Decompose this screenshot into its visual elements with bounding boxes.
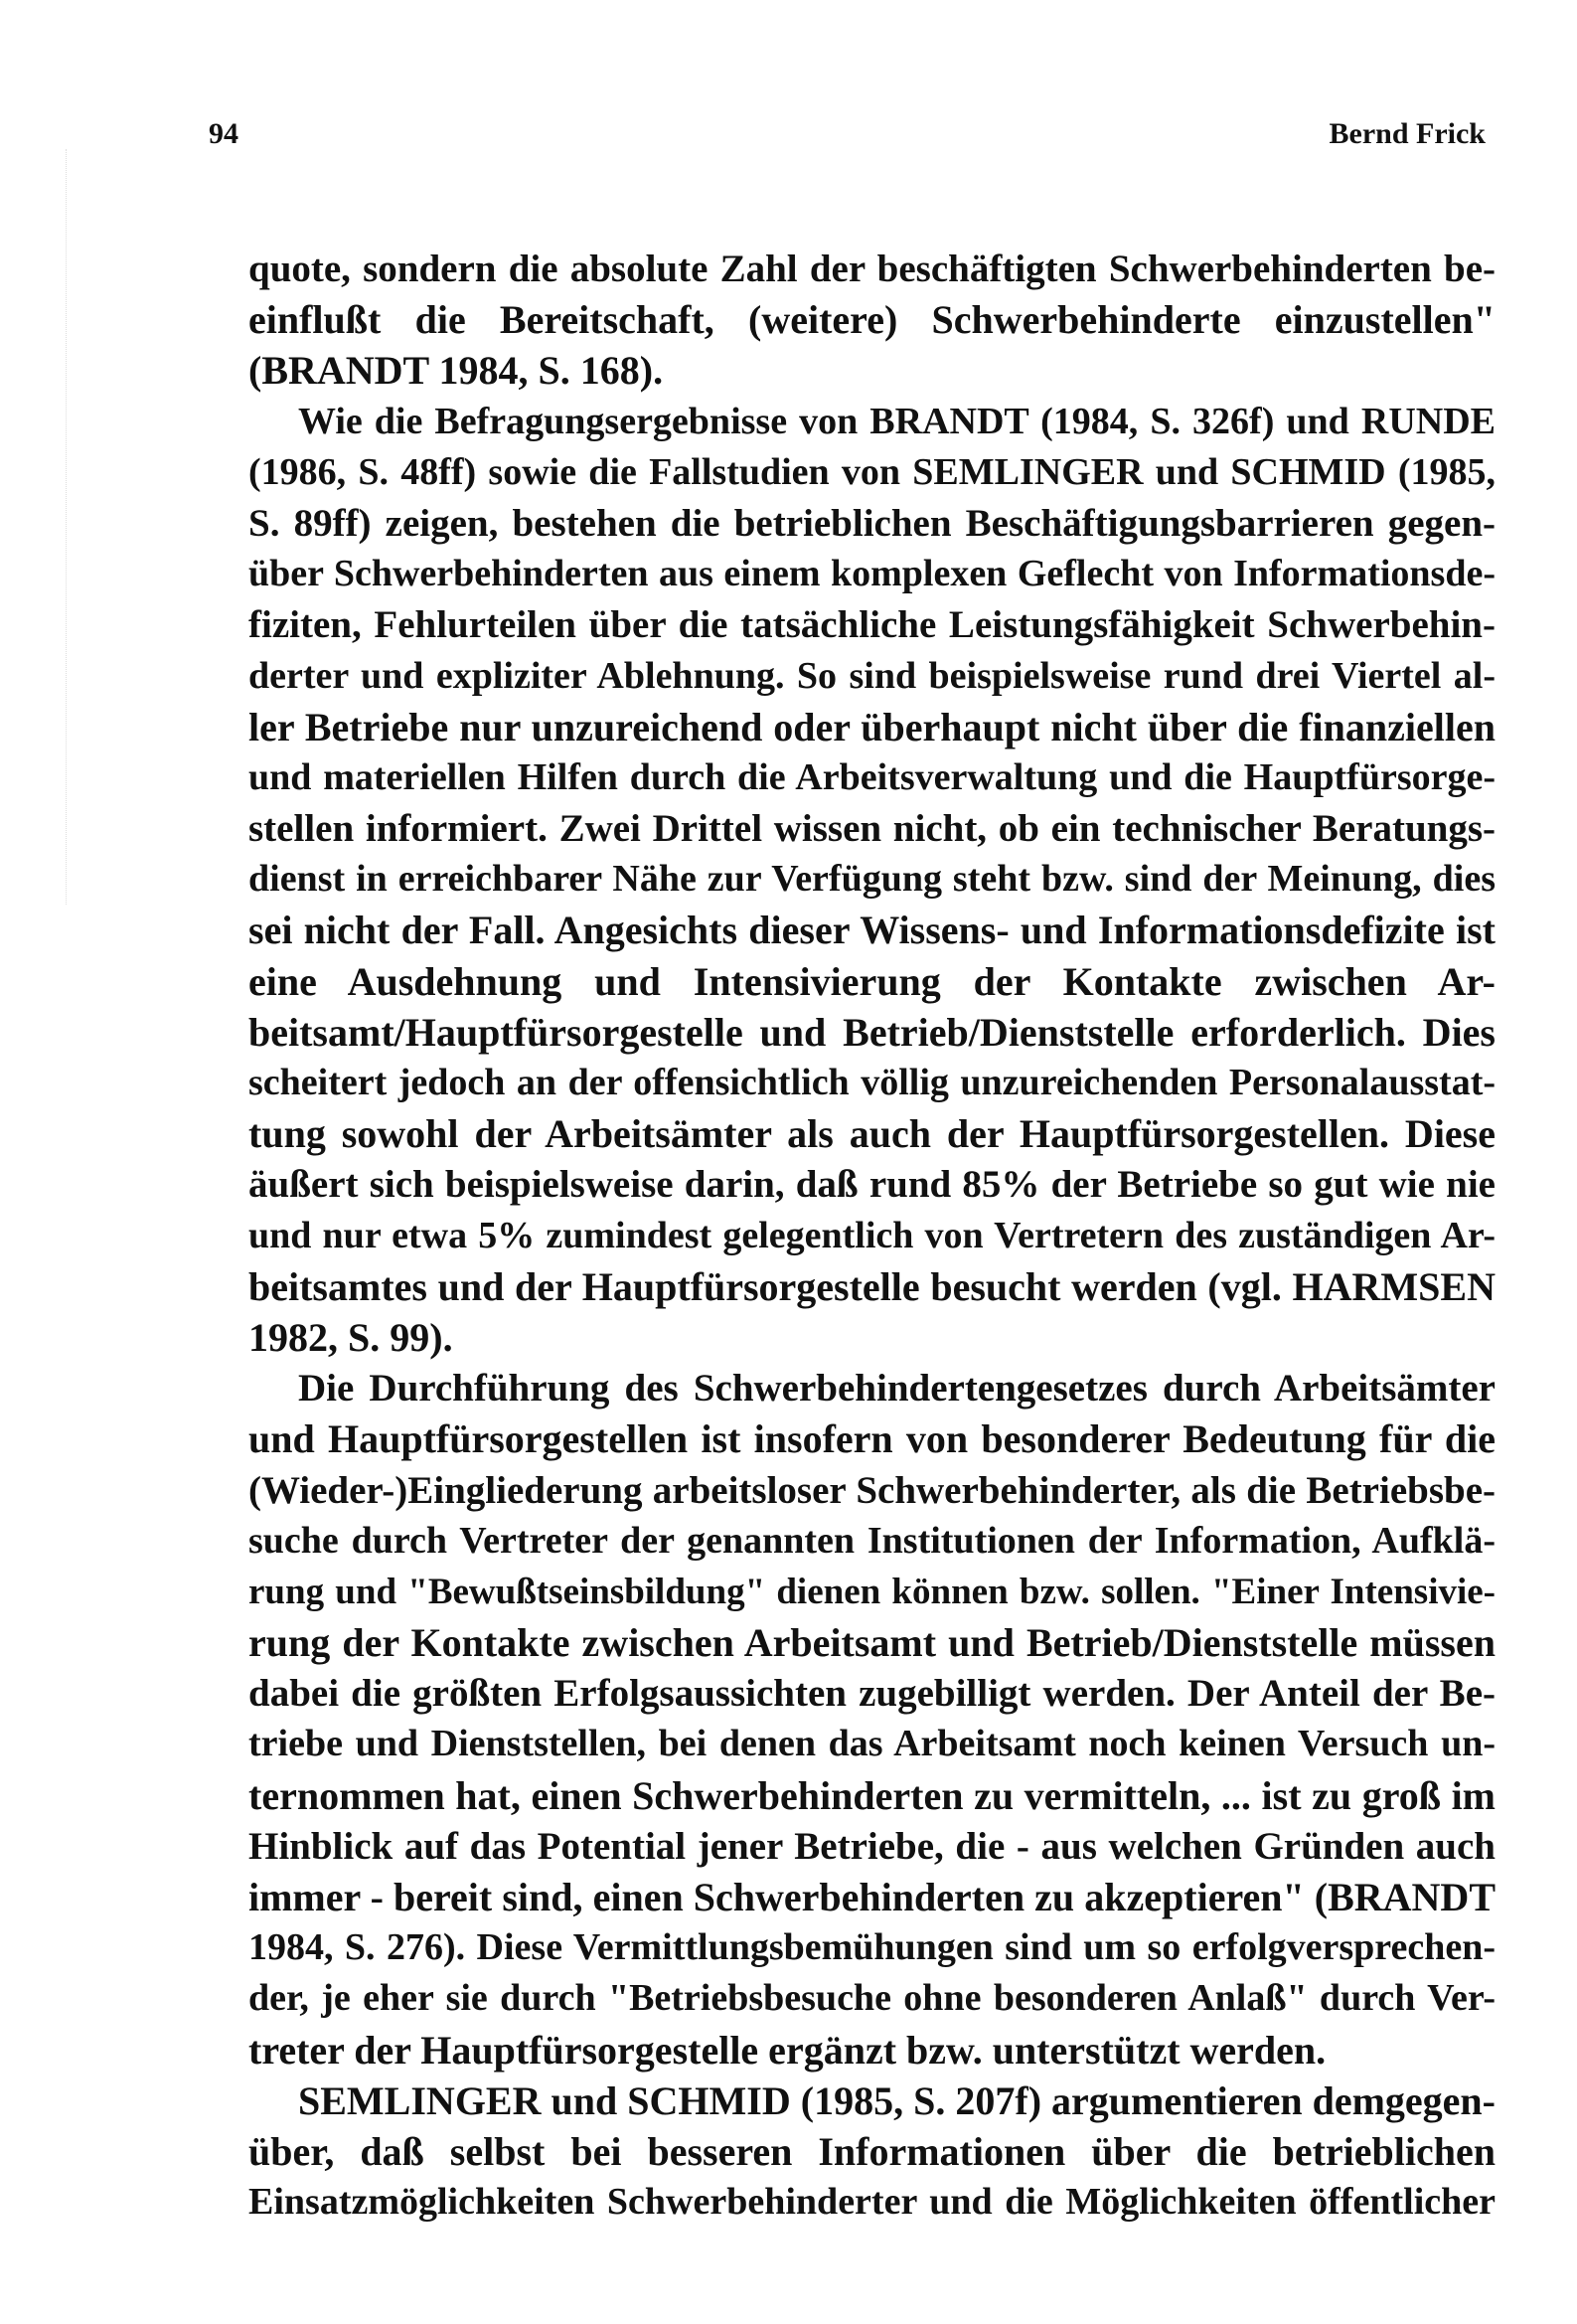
text-line: rung der Kontakte zwischen Arbeitsamt und Betrieb/Dienststelle müssen: [248, 1620, 1496, 1666]
page-number: 94: [209, 117, 238, 150]
text-line: scheitert jedoch an der offensichtlich völlig unzureichenden Personalausstat-: [248, 1062, 1496, 1103]
text-line: dienst in erreichbarer Nähe zur Verfügung steht bzw. sind der Meinung, dies: [248, 858, 1496, 901]
text-line: über Schwerbehinderten aus einem komplexen Geflecht von Informationsde-: [248, 553, 1496, 595]
text-line: beitsamtes und der Hauptfürsorgestelle besucht werden (vgl. HARMSEN: [248, 1263, 1496, 1309]
text-line: dabei die größten Erfolgsaussichten zugebilligt werden. Der Anteil der Be-: [248, 1672, 1496, 1716]
text-line: suche durch Vertreter der genannten Institutionen der Information, Aufklä-: [248, 1519, 1496, 1562]
text-line: S. 89ff) zeigen, bestehen die betrieblichen Beschäftigungsbarrieren gegen-: [248, 501, 1496, 545]
text-line: fiziten, Fehlurteilen über die tatsächliche Leistungsfähigkeit Schwerbehin-: [248, 603, 1496, 647]
text-line: tung sowohl der Arbeitsämter als auch der Hauptfürsorgestellen. Diese: [248, 1111, 1496, 1157]
running-head-author: Bernd Frick: [1329, 117, 1486, 150]
paragraph-first-line: Wie die Befragungsergebnisse von BRANDT (1984, S. 326f) und RUNDE: [298, 400, 1496, 442]
text-line: derter und expliziter Ablehnung. So sind beispielsweise rund drei Viertel al-: [248, 654, 1496, 697]
text-line: immer - bereit sind, einen Schwerbehinderten zu akzeptieren" (BRANDT: [248, 1875, 1496, 1919]
text-line: eine Ausdehnung und Intensivierung der Kontakte zwischen Ar-: [248, 958, 1496, 1004]
text-line: sei nicht der Fall. Angesichts dieser Wissens- und Informationsdefizite ist: [248, 908, 1496, 953]
text-line: (1986, S. 48ff) sowie die Fallstudien von SEMLINGER und SCHMID (1985,: [248, 450, 1496, 493]
text-line: äußert sich beispielsweise darin, daß rund 85% der Betriebe so gut wie nie: [248, 1163, 1496, 1207]
text-line: einflußt die Bereitschaft, (weitere) Schwerbehinderte einzustellen": [248, 297, 1496, 343]
text-line: und materiellen Hilfen durch die Arbeitsverwaltung und die Hauptfürsorge-: [248, 755, 1496, 798]
text-line: der, je eher sie durch "Betriebsbesuche ohne besonderen Anlaß" durch Ver-: [248, 1977, 1496, 2020]
text-line: 1984, S. 276). Diese Vermittlungsbemühungen sind um so erfolgversprechen-: [248, 1926, 1496, 1969]
scan-margin-artifact: [66, 149, 71, 905]
text-line: 1982, S. 99).: [248, 1314, 453, 1360]
text-line: ler Betriebe nur unzureichend oder überhaupt nicht über die finanziellen: [248, 704, 1496, 749]
text-line: und nur etwa 5% zumindest gelegentlich von Vertretern des zuständigen Ar-: [248, 1214, 1496, 1256]
text-line: und Hauptfürsorgestellen ist insofern von besonderer Bedeutung für die: [248, 1416, 1496, 1462]
text-line: Einsatzmöglichkeiten Schwerbehinderter und die Möglichkeiten öffentlicher: [248, 2181, 1496, 2224]
text-line: Hinblick auf das Potential jener Betriebe, die - aus welchen Gründen auch: [248, 1824, 1496, 1868]
text-line: rung und "Bewußtseinsbildung" dienen können bzw. sollen. "Einer Intensivie-: [248, 1571, 1496, 1612]
paragraph-first-line: SEMLINGER und SCHMID (1985, S. 207f) argumentieren demgegen-: [298, 2077, 1496, 2123]
text-line: (Wieder-)Eingliederung arbeitsloser Schwerbehinderter, als die Betriebsbe-: [248, 1468, 1496, 1512]
text-line: beitsamt/Hauptfürsorgestelle und Betrieb/Dienststelle erforderlich. Dies: [248, 1009, 1496, 1055]
text-line: treter der Hauptfürsorgestelle ergänzt bzw. unterstützt werden.: [248, 2027, 1327, 2073]
text-line: quote, sondern die absolute Zahl der beschäftigten Schwerbehinderten be-: [248, 248, 1496, 290]
text-line: stellen informiert. Zwei Drittel wissen nicht, ob ein technischer Beratungs-: [248, 807, 1496, 851]
text-line: über, daß selbst bei besseren Informationen über die betrieblichen: [248, 2128, 1496, 2174]
body-text: [248, 244, 1496, 2228]
paragraph-first-line: Die Durchführung des Schwerbehindertengesetzes durch Arbeitsämter: [298, 1367, 1496, 1411]
text-line: (BRANDT 1984, S. 168).: [248, 348, 664, 394]
page-header: [209, 117, 1500, 157]
text-line: triebe und Dienststellen, bei denen das Arbeitsamt noch keinen Versuch un-: [248, 1723, 1496, 1765]
text-line: ternommen hat, einen Schwerbehinderten zu vermitteln, ... ist zu groß im: [248, 1772, 1496, 1818]
